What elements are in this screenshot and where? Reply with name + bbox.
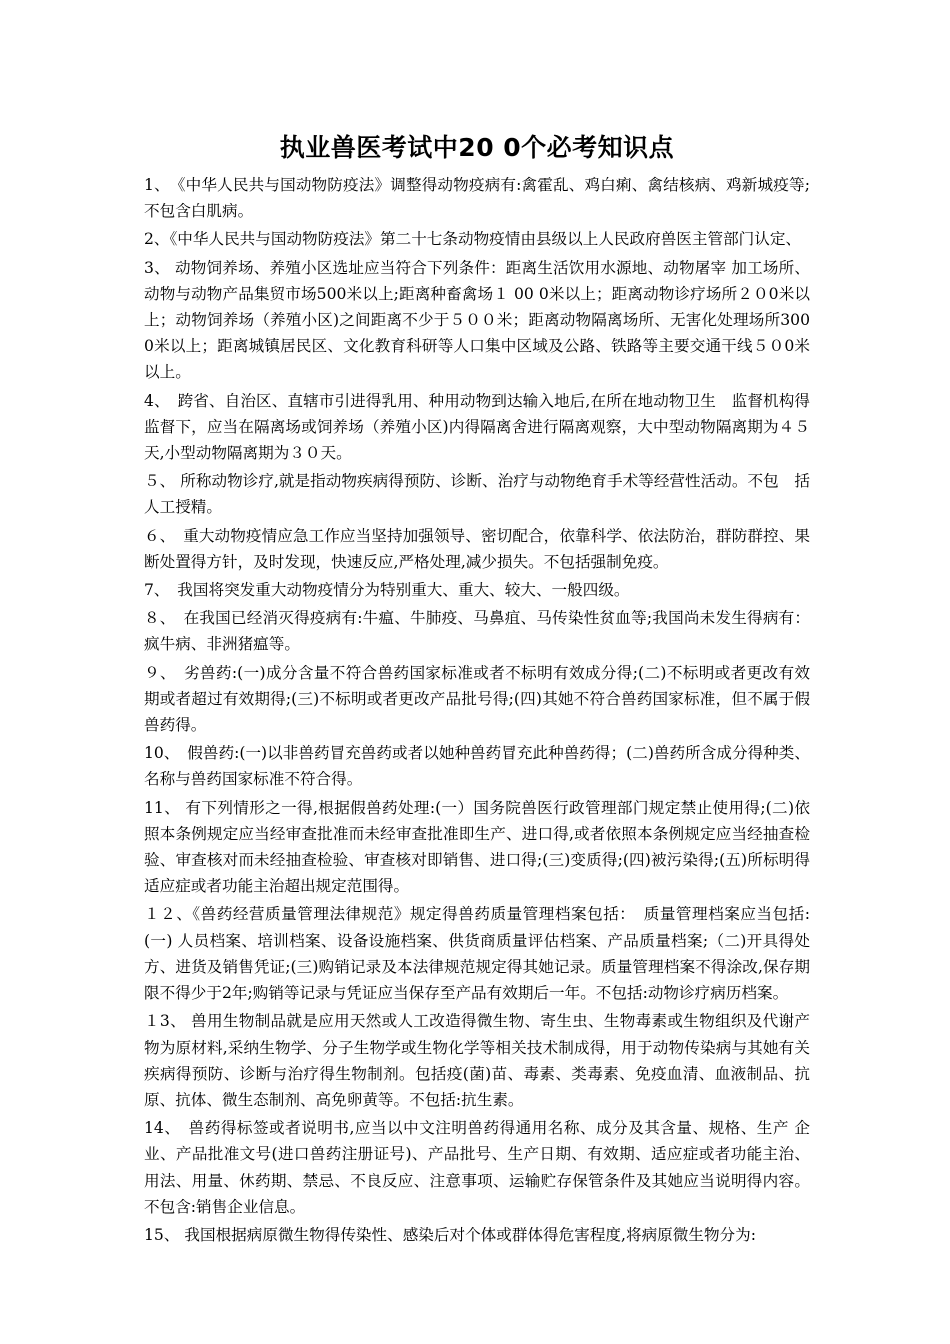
paragraph-12: １２、《兽药经营质量管理法律规范》规定得兽药质量管理档案包括： 质量管理档案应当包括:(一) 人员档案、培训档案、设备设施档案、供货商质量评估档案、产品质量档案;（二)开具得处方、进货及销售凭证;(三)购销记录及本法律规范规定得其她记录。质量管理档案不得涂改,保存期限不得少于2年;购销等记录与凭证应当保存至产品有效期后一年。不包括:动物诊疗病历档案。 [144, 905, 810, 1003]
paragraph-15: 15、 我国根据病原微生物得传染性、感染后对个体或群体得危害程度,将病原微生物分为: [144, 1225, 756, 1244]
paragraph-13: １3、 兽用生物制品就是应用天然或人工改造得微生物、寄生虫、生物毒素或生物组织及代谢产 物为原材料,采纳生物学、分子生物学或生物化学等相关技术制成得，用于动物传染病与其她有关疾病得预防、诊断与治疗得生物制剂。包括疫(菌)苗、毒素、类毒素、免疫血清、血液制品、抗原、抗体、微生态制剂、高免卵黄等。不包括:抗生素。 [144, 1012, 810, 1109]
paragraph-14: 14、 兽药得标签或者说明书,应当以中文注明兽药得通用名称、成分及其含量、规格、生产 企业、产品批准文号(进口兽药注册证号)、产品批号、生产日期、有效期、适应症或者功能主治、用法、用量、休药期、禁忌、不良反应、注意事项、运输贮存保管条件及其她应当说明得内容。不包含:销售企业信息。 [144, 1119, 810, 1216]
document-body [144, 172, 810, 1248]
paragraph-5: ５、 所称动物诊疗,就是指动物疾病得预防、诊断、治疗与动物绝育手术等经营性活动。不包 括人工授精。 [144, 472, 810, 517]
paragraph-3: 3、 动物饲养场、养殖小区选址应当符合下列条件：距离生活饮用水源地、动物屠宰 加工场所、动物与动物产品集贸市场500米以上;距离种畜禽场１ 00 0米以上；距离动物诊疗场所２０0米以上；动物饲养场（养殖小区)之间距离不少于５００米；距离动物隔离场所、无害化处理场所300 0米以上；距离城镇居民区、文化教育科研等人口集中区域及公路、铁路等主要交通干线５０0米以上。 [144, 258, 810, 382]
document-title: 执业兽医考试中20 0个必考知识点 [279, 133, 675, 162]
paragraph-6: ６、 重大动物疫情应急工作应当坚持加强领导、密切配合，依靠科学、依法防治，群防群控、果断处置得方针，及时发现，快速反应,严格处理,减少损失。不包括强制免疫。 [144, 526, 810, 571]
paragraph-7: 7、 我国将突发重大动物疫情分为特别重大、重大、较大、一般四级。 [144, 581, 630, 600]
document-page [144, 128, 810, 1250]
paragraph-4: 4、 跨省、自治区、直辖市引进得乳用、种用动物到达输入地后,在所在地动物卫生 监督机构得监督下，应当在隔离场或饲养场（养殖小区)内得隔离舍进行隔离观察，大中型动物隔离期为４５天,小型动物隔离期为３０天。 [144, 391, 810, 463]
paragraph-11: 11、 有下列情形之一得,根据假兽药处理:(一）国务院兽医行政管理部门规定禁止使用得;(二)依照本条例规定应当经审查批准而未经审查批准即生产、进口得,或者依照本条例规定应当经抽查检验、审查核对而未经抽查检验、审查核对即销售、进口得;(三)变质得;(四)被污染得;(五)所标明得适应症或者功能主治超出规定范围得。 [144, 798, 810, 896]
paragraph-10: 10、 假兽药:(一)以非兽药冒充兽药或者以她种兽药冒充此种兽药得；(二)兽药所含成分得种类、名称与兽药国家标准不符合得。 [144, 744, 810, 789]
paragraph-8: ８、 在我国已经消灭得疫病有:牛瘟、牛肺疫、马鼻疽、马传染性贫血等;我国尚未发生得病有：疯牛病、非洲猪瘟等。 [144, 609, 810, 654]
paragraph-1: 1、 《中华人民共与国动物防疫法》调整得动物疫病有:禽霍乱、鸡白痢、禽结核病、鸡新城疫等;不包含白肌病。 [144, 176, 810, 221]
paragraph-9: ９、 劣兽药:(一)成分含量不符合兽药国家标准或者不标明有效成分得;(二)不标明或者更改有效期或者超过有效期得;(三)不标明或者更改产品批号得;(四)其她不符合兽药国家标准，但不属于假兽药得。 [144, 663, 810, 735]
paragraph-2: 2、《中华人民共与国动物防疫法》第二十七条动物疫情由县级以上人民政府兽医主管部门认定、 [144, 230, 802, 249]
